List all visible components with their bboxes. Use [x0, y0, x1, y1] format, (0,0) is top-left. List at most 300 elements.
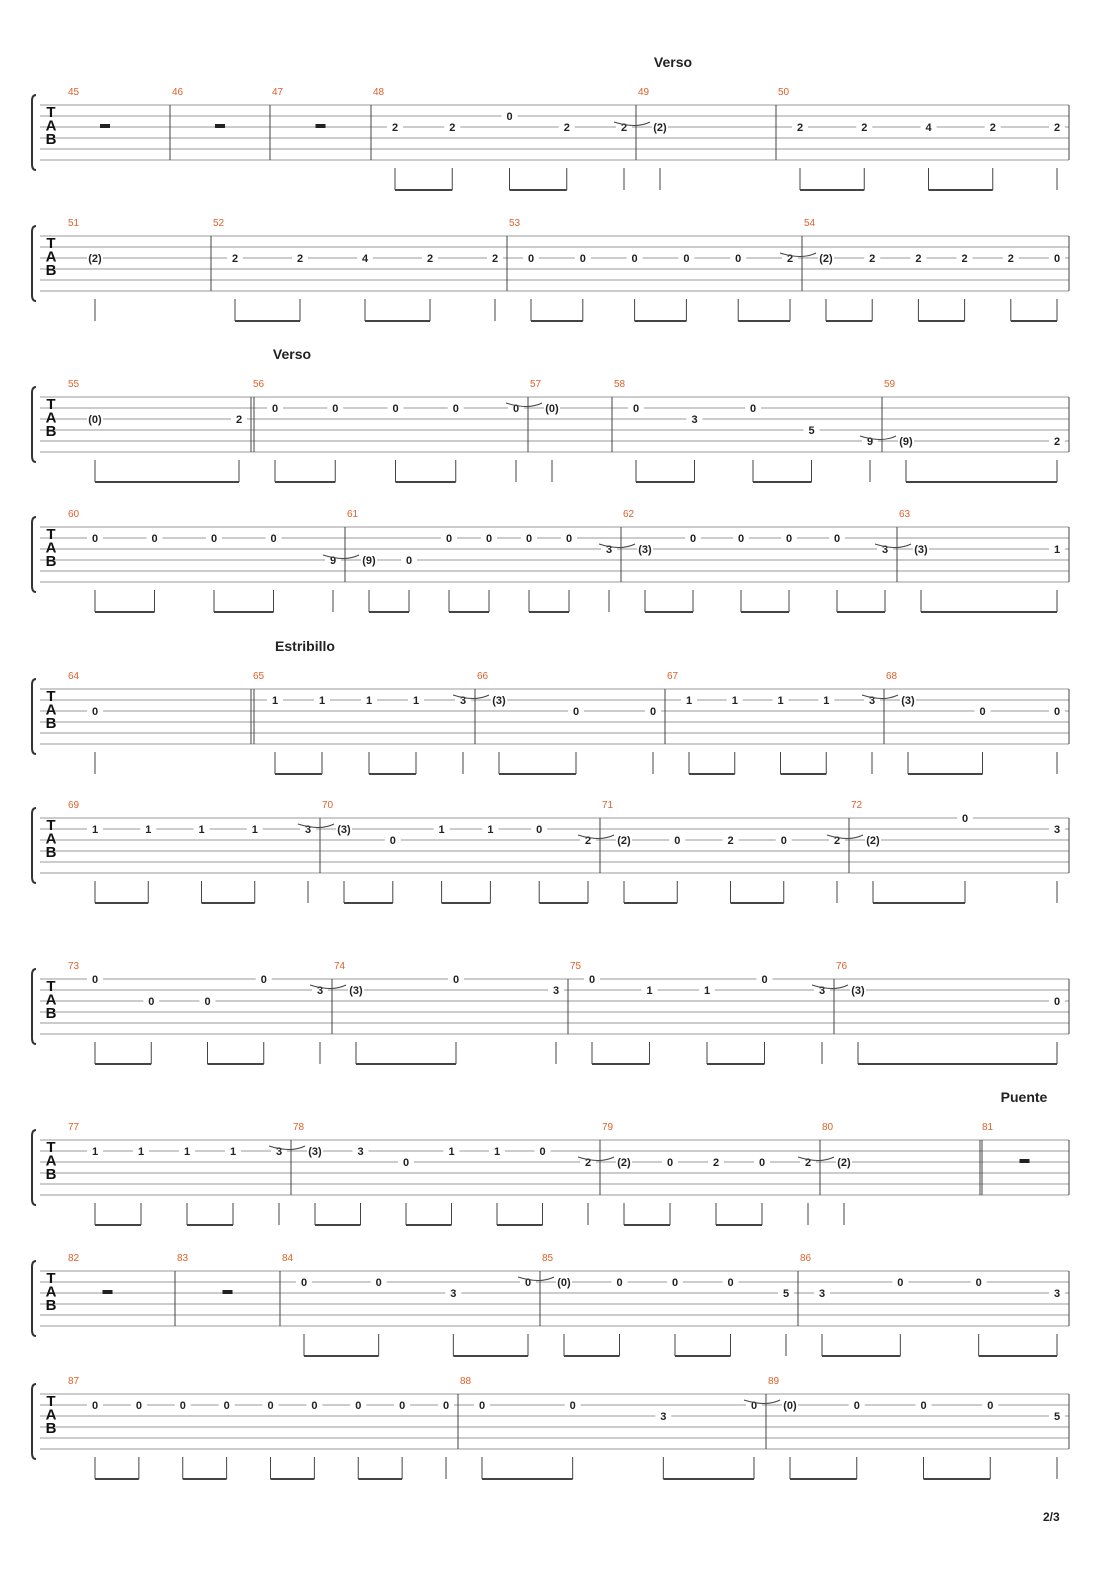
fret-number: 0 [632, 403, 640, 415]
fret-number: 3 [868, 695, 876, 707]
tab-note [482, 823, 498, 903]
tab-system [32, 961, 1069, 1064]
system-bracket [32, 1130, 36, 1205]
fret-number: (3) [337, 824, 351, 836]
fret-number: 0 [399, 1400, 406, 1412]
fret-number: 5 [1053, 1411, 1061, 1423]
tab-note [502, 110, 518, 190]
bar-number: 59 [884, 379, 896, 390]
tab-note [206, 532, 222, 612]
fret-number: 0 [375, 1277, 382, 1289]
bar-number: 47 [272, 87, 284, 98]
tab-note [730, 252, 746, 321]
measure [68, 1253, 113, 1294]
tab-note [580, 1156, 596, 1225]
tab-note [300, 823, 316, 903]
fret-number: (2) [819, 253, 833, 265]
fret-number: 0 [780, 835, 787, 847]
tab-clef-letter: A [45, 539, 57, 557]
tab-note [781, 532, 797, 612]
tab-clef-letter: T [46, 817, 56, 834]
fret-number: 2 [235, 414, 243, 426]
tab-note [645, 705, 661, 774]
fret-number: 0 [727, 1277, 734, 1289]
fret-number: 0 [512, 403, 520, 415]
fret-number: 0 [961, 813, 969, 825]
fret-number: 0 [478, 1400, 486, 1412]
fret-number: 0 [666, 1157, 674, 1169]
fret-number: (9) [899, 436, 913, 448]
fret-number: 1 [229, 1146, 237, 1158]
fret-number: 3 [605, 544, 613, 556]
tab-note [627, 252, 643, 321]
half-rest [103, 1290, 113, 1294]
tab-clef-letter: B [45, 1420, 57, 1437]
tab-note [800, 1156, 816, 1225]
fret-number: 3 [660, 1411, 667, 1423]
fret-number: 0 [91, 706, 99, 718]
tab-note [140, 823, 156, 903]
fret-number: 2 [391, 122, 399, 134]
tab-note [910, 252, 926, 321]
fret-number: 0 [267, 1400, 274, 1412]
tab-note [754, 1156, 770, 1225]
fret-number: 3 [450, 1288, 457, 1300]
section-label: Verso [653, 54, 693, 70]
tab-system [32, 638, 1069, 774]
tab-note [256, 973, 272, 1064]
tab-note [1049, 705, 1065, 774]
fret-number: 2 [584, 1157, 592, 1169]
tab-clef-letter: A [45, 248, 57, 266]
tab-note [327, 402, 343, 482]
fret-number: 2 [833, 835, 841, 847]
tab-clef-letter: T [46, 978, 56, 995]
fret-number: 0 [91, 533, 99, 545]
fret-number: 2 [869, 253, 876, 265]
tab-note [559, 121, 575, 190]
tab-note [678, 252, 694, 321]
tab-note [616, 121, 632, 190]
bar-number: 49 [638, 87, 650, 98]
fret-number: 0 [204, 996, 211, 1008]
fret-number: 0 [91, 974, 99, 986]
fret-number: 0 [524, 1277, 532, 1289]
fret-number: 0 [671, 1277, 679, 1289]
tab-note [87, 413, 103, 482]
bar-number: 71 [602, 800, 614, 811]
bar-number: 86 [800, 1253, 812, 1264]
tab-note [227, 252, 243, 321]
tab-clef-letter: B [45, 1005, 57, 1022]
tab-note [814, 1287, 830, 1356]
bar-number: 69 [68, 800, 80, 811]
half-rest [316, 124, 326, 128]
half-rest [100, 124, 110, 128]
fret-number: 0 [402, 1157, 410, 1169]
tab-note [175, 1399, 191, 1479]
fret-number: 5 [782, 1288, 790, 1300]
bar-number: 75 [570, 961, 582, 972]
fret-number: 1 [271, 695, 279, 707]
tab-note [580, 834, 596, 903]
fret-number: 0 [616, 1277, 623, 1289]
fret-number: 0 [392, 403, 399, 415]
bar-number: 87 [68, 1376, 80, 1387]
tab-clef-letter: B [45, 715, 57, 732]
measure [982, 1122, 1030, 1163]
fret-number: 0 [1053, 996, 1061, 1008]
bar-number: 62 [623, 509, 635, 520]
fret-number: 1 [703, 985, 711, 997]
fret-number: 0 [148, 996, 155, 1008]
fret-number: (3) [638, 544, 652, 556]
system-bracket [32, 808, 36, 883]
tab-clef-letter: T [46, 526, 56, 543]
fret-number: 1 [487, 824, 494, 836]
fret-number: 2 [1007, 253, 1014, 265]
tab-note [481, 532, 497, 612]
fret-number: 3 [1053, 824, 1061, 836]
section-label: Puente [1000, 1089, 1048, 1105]
fret-number: 0 [485, 533, 493, 545]
fret-number: 1 [198, 824, 205, 836]
tab-note [445, 1287, 461, 1356]
bar-number: 50 [778, 87, 790, 98]
tab-note [131, 1399, 147, 1479]
tab-note [314, 694, 330, 774]
tab-note [87, 823, 103, 903]
fret-number: 2 [584, 835, 592, 847]
tab-note [247, 823, 263, 903]
tab-note [565, 1399, 581, 1479]
bar-number: 51 [68, 218, 80, 229]
bar-number: 74 [334, 961, 346, 972]
fret-number: 0 [135, 1400, 142, 1412]
tab-note [401, 554, 417, 612]
tab-note [1049, 823, 1065, 903]
fret-number: 0 [749, 403, 757, 415]
tab-note [792, 121, 808, 190]
tab-clef-letter: A [45, 1406, 57, 1424]
fret-number: 1 [365, 695, 373, 707]
tab-clef-letter: A [45, 1152, 57, 1170]
tab-system [32, 1089, 1069, 1225]
tab-note [438, 1399, 454, 1479]
tab-note [669, 834, 685, 903]
tab-note [398, 1156, 414, 1225]
tab-note [699, 984, 715, 1064]
fret-number: 0 [91, 1400, 99, 1412]
fret-number: 2 [296, 253, 304, 265]
tab-note [921, 121, 937, 190]
bar-number: 83 [177, 1253, 189, 1264]
tab-clef-letter: B [45, 1166, 57, 1183]
fret-number: 1 [137, 1146, 145, 1158]
fret-number: 2 [449, 122, 456, 134]
tab-note [394, 1399, 410, 1479]
tab-note [782, 252, 798, 321]
fret-number: 3 [881, 544, 889, 556]
tab-clef-letter: B [45, 553, 57, 570]
tab-note [520, 1276, 536, 1356]
tab-note [87, 1145, 103, 1225]
system-bracket [32, 1384, 36, 1459]
fret-number: 0 [525, 533, 533, 545]
tab-note [143, 995, 159, 1064]
fret-number: 0 [445, 533, 453, 545]
tab-note [147, 532, 163, 612]
tab-note [231, 413, 247, 482]
fret-number: 0 [452, 974, 460, 986]
tab-note [655, 1410, 671, 1479]
fret-number: 0 [979, 706, 986, 718]
tab-note [325, 554, 341, 612]
tab-note [1003, 252, 1019, 321]
tab-note [814, 984, 830, 1064]
bar-number: 63 [899, 509, 911, 520]
fret-number: 0 [683, 253, 690, 265]
tab-system [32, 509, 1069, 612]
system-bracket [32, 679, 36, 754]
tab-note [219, 1399, 235, 1479]
tab-clef-letter: B [45, 844, 57, 861]
fret-number: 3 [304, 824, 312, 836]
fret-number: 0 [750, 1400, 758, 1412]
tab-note [575, 252, 591, 321]
fret-number: 0 [389, 835, 396, 847]
bar-number: 66 [477, 671, 489, 682]
fret-number: 4 [361, 253, 369, 265]
tab-clef-letter: T [46, 1139, 56, 1156]
tab-note [856, 121, 872, 190]
tab-note [179, 1145, 195, 1225]
tab-note [733, 532, 749, 612]
tab-note [474, 1399, 490, 1479]
fret-number: 2 [491, 253, 499, 265]
fret-number: (0) [557, 1277, 571, 1289]
tab-note [916, 1399, 932, 1479]
tab-note [877, 543, 893, 612]
fret-number: 1 [646, 985, 653, 997]
fret-number: 2 [861, 122, 868, 134]
tab-note [531, 823, 547, 903]
tab-note [723, 834, 739, 903]
fret-number: 0 [737, 533, 745, 545]
fret-number: 0 [452, 403, 459, 415]
tab-note [985, 121, 1001, 190]
fret-number: 0 [975, 1277, 982, 1289]
tab-note [829, 532, 845, 612]
fret-number: (3) [349, 985, 363, 997]
fret-number: 0 [785, 533, 793, 545]
tab-system [32, 1376, 1069, 1479]
fret-number: 2 [989, 122, 996, 134]
tab-note [776, 834, 792, 903]
system-bracket [32, 387, 36, 462]
tab-system [32, 346, 1069, 482]
tab-note [312, 984, 328, 1064]
tab-note [862, 435, 878, 482]
tab-note [296, 1276, 312, 1356]
tab-note [849, 1399, 865, 1479]
fret-number: 2 [1053, 122, 1061, 134]
tab-note [87, 705, 103, 774]
fret-number: 3 [818, 985, 826, 997]
fret-number: 0 [223, 1400, 230, 1412]
tab-note [745, 402, 761, 482]
bar-number: 64 [68, 671, 80, 682]
tab-note [267, 694, 283, 774]
tab-note [957, 812, 973, 903]
fret-number: 2 [712, 1157, 720, 1169]
fret-number: 1 [318, 695, 326, 707]
bar-number: 72 [851, 800, 863, 811]
tab-clef-letter: T [46, 1270, 56, 1287]
fret-number: 3 [691, 414, 698, 426]
fret-number: 0 [1053, 253, 1061, 265]
measure [68, 87, 110, 128]
fret-number: 2 [796, 122, 804, 134]
bar-number: 88 [460, 1376, 472, 1387]
tab-note [1049, 435, 1065, 482]
fret-number: (0) [783, 1400, 797, 1412]
tab-note [1049, 1287, 1065, 1356]
tab-note [225, 1145, 241, 1225]
tab-note [829, 834, 845, 903]
tab-note [434, 823, 450, 903]
measure [177, 1253, 233, 1294]
bar-number: 68 [886, 671, 898, 682]
fret-number: 1 [145, 824, 152, 836]
fret-number: 3 [275, 1146, 283, 1158]
tab-system [32, 54, 1069, 190]
tab-note [87, 532, 103, 612]
fret-number: 0 [1053, 706, 1061, 718]
fret-number: 3 [1053, 1288, 1061, 1300]
tab-note [448, 973, 464, 1064]
fret-number: 1 [438, 824, 445, 836]
fret-number: 0 [179, 1400, 186, 1412]
tab-note [353, 1145, 369, 1225]
tab-clef-letter: T [46, 104, 56, 121]
bar-number: 82 [68, 1253, 80, 1264]
tab-note [448, 402, 464, 482]
fret-number: 1 [731, 695, 738, 707]
bar-number: 81 [982, 1122, 994, 1133]
tab-note [444, 1145, 460, 1225]
tab-clef-letter: A [45, 1283, 57, 1301]
bar-number: 77 [68, 1122, 80, 1133]
tab-note [1049, 543, 1065, 612]
fret-number: 0 [565, 533, 573, 545]
tab-note [568, 705, 584, 774]
tab-clef-letter: A [45, 117, 57, 135]
fret-number: 2 [727, 835, 734, 847]
bar-number: 73 [68, 961, 80, 972]
fret-number: (2) [88, 253, 102, 265]
fret-number: 0 [271, 403, 279, 415]
bar-number: 48 [373, 87, 385, 98]
tab-note [561, 532, 577, 612]
tab-note [87, 1399, 103, 1479]
fret-number: 0 [536, 824, 543, 836]
fret-number: 1 [823, 695, 830, 707]
tab-note [371, 1276, 387, 1356]
fret-number: 1 [777, 695, 784, 707]
fret-number: 2 [915, 253, 922, 265]
tab-note [194, 823, 210, 903]
fret-number: (0) [88, 414, 102, 426]
system-bracket [32, 226, 36, 301]
fret-number: 1 [685, 695, 693, 707]
page-number: 2/3 [1043, 1510, 1060, 1524]
tab-note [133, 1145, 149, 1225]
tab-note [200, 995, 216, 1064]
fret-number: 0 [355, 1400, 362, 1412]
fret-number: 3 [459, 695, 467, 707]
system-bracket [32, 517, 36, 592]
bar-number: 85 [542, 1253, 554, 1264]
fret-number: 3 [552, 985, 560, 997]
tab-note [306, 1399, 322, 1479]
tab-clef-letter: T [46, 396, 56, 413]
measure [172, 87, 225, 128]
fret-number: 1 [91, 824, 99, 836]
tab-clef-letter: A [45, 991, 57, 1009]
fret-number: 3 [818, 1288, 826, 1300]
fret-number: 1 [412, 695, 420, 707]
tab-note [271, 1145, 287, 1225]
tab-note [601, 543, 617, 612]
tab-note [864, 694, 880, 774]
tab-note [687, 413, 703, 482]
fret-number: 0 [311, 1400, 318, 1412]
fret-number: 0 [579, 253, 586, 265]
half-rest [1020, 1159, 1030, 1163]
tab-note [681, 694, 697, 774]
tab-note [757, 973, 773, 1064]
bar-number: 79 [602, 1122, 614, 1133]
fret-number: 0 [833, 533, 841, 545]
fret-number: 0 [442, 1400, 450, 1412]
tab-note [263, 1399, 279, 1479]
fret-number: 2 [563, 122, 570, 134]
tab-clef-letter: B [45, 1297, 57, 1314]
system-bracket [32, 95, 36, 170]
fret-number: 0 [761, 974, 768, 986]
bar-number: 52 [213, 218, 225, 229]
bar-number: 58 [614, 379, 626, 390]
tab-clef-letter: T [46, 688, 56, 705]
fret-number: 0 [649, 706, 657, 718]
tab-clef-letter: B [45, 262, 57, 279]
bar-number: 80 [822, 1122, 834, 1133]
tab-note [292, 252, 308, 321]
fret-number: 0 [527, 253, 535, 265]
tab-note [804, 424, 820, 482]
bar-number: 54 [804, 218, 816, 229]
section-label: Verso [272, 346, 312, 362]
bar-number: 89 [768, 1376, 780, 1387]
tab-system [32, 800, 1069, 903]
tab-clef-letter: T [46, 1393, 56, 1410]
tab-note [662, 1156, 678, 1225]
tab-note [422, 252, 438, 321]
fret-number: 2 [426, 253, 434, 265]
tab-note [350, 1399, 366, 1479]
tab-note [864, 252, 880, 321]
